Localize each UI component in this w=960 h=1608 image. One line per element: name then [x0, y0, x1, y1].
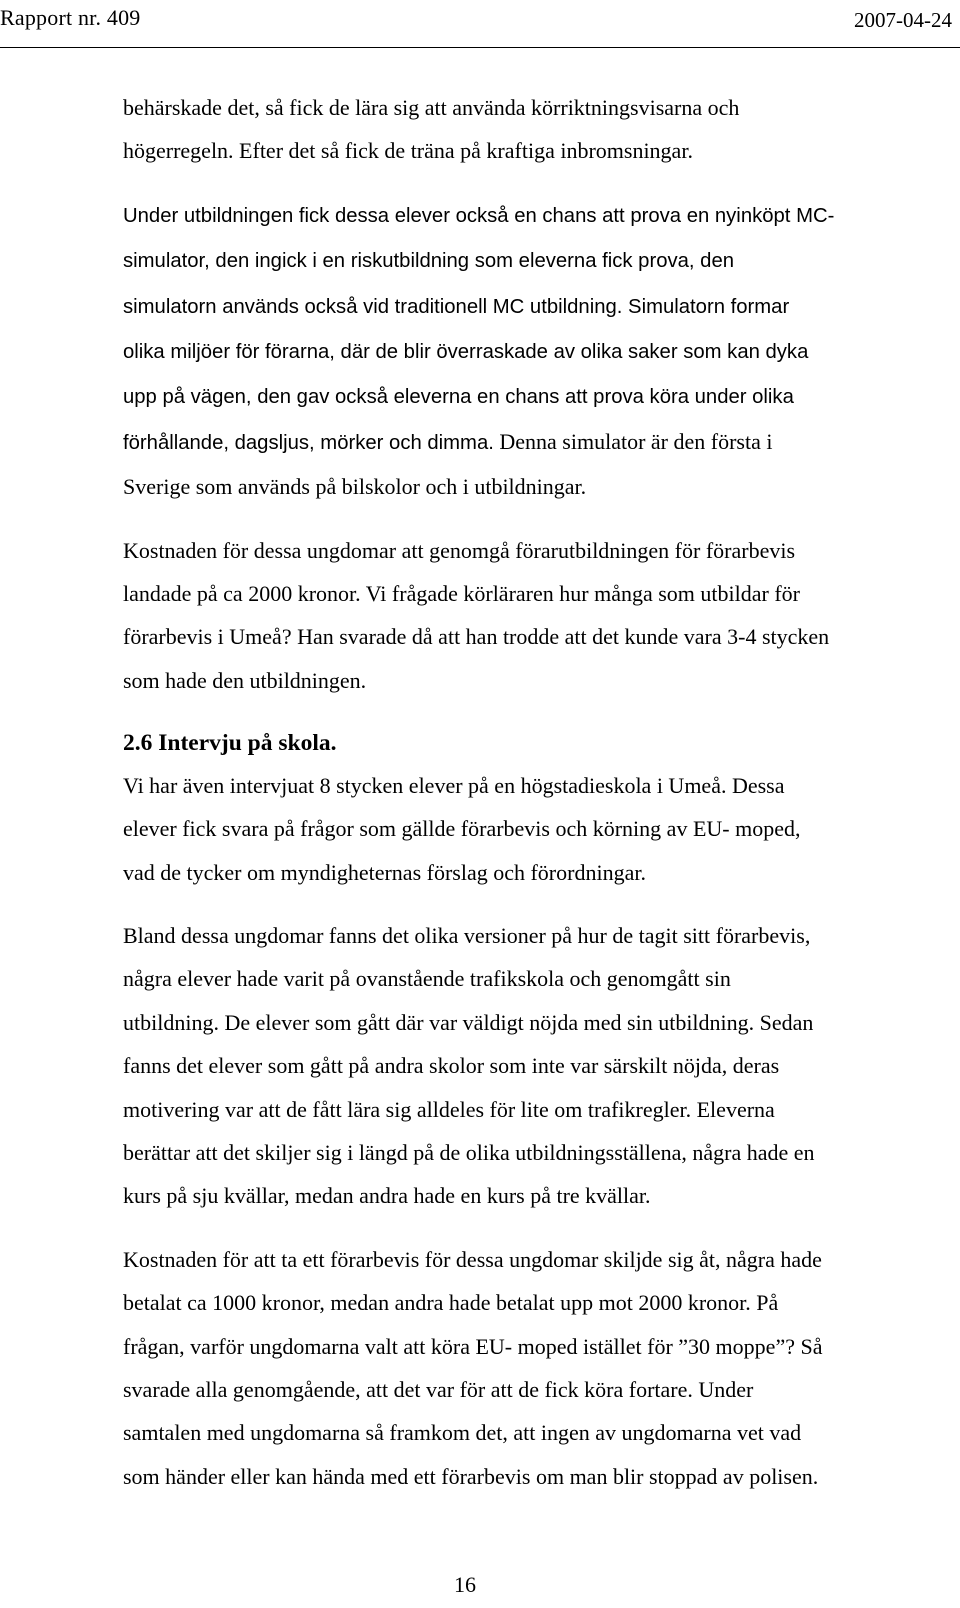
paragraph-4: [123, 764, 923, 894]
text-line: Bland dessa ungdomar fanns det olika versioner på hur de tagit sitt förarbevis,: [123, 922, 811, 948]
text-line: Kostnaden för att ta ett förarbevis för dessa ungdomar skiljde sig åt, några hade: [123, 1246, 822, 1272]
text-line: samtalen med ungdomarna så framkom det, att ingen av ungdomarna vet vad: [123, 1420, 802, 1446]
text-line: elever fick svara på frågor som gällde förarbevis och körning av EU- moped,: [123, 816, 801, 842]
text-line: Sverige som används på bilskolor och i utbildningar.: [123, 474, 587, 500]
text-line: [123, 238, 923, 283]
text-line: som hade den utbildningen.: [123, 667, 367, 693]
section-heading: 2.6 Intervju på skola.: [123, 730, 337, 757]
text-run-sans: upp på vägen, den gav också eleverna en chans att prova köra under olika: [123, 386, 794, 409]
text-run-sans: simulator, den ingick i en riskutbildning som eleverna fick prova, den: [123, 250, 735, 273]
text-line: svarade alla genomgående, att det var för att de fick köra fortare. Under: [123, 1376, 754, 1402]
paragraph-6: [123, 1238, 923, 1498]
text-run-sans: Under utbildningen fick dessa elever också en chans att prova en nyinköpt MC-: [123, 204, 835, 227]
text-line: vad de tycker om myndigheternas förslag och förordningar.: [123, 859, 646, 885]
text-line: betalat ca 1000 kronor, medan andra hade betalat upp mot 2000 kronor. På: [123, 1290, 779, 1316]
page-header: [0, 0, 960, 48]
text-line: högerregeln. Efter det så fick de träna på kraftiga inbromsningar.: [123, 138, 693, 164]
text-run-sans: förhållande, dagsljus, mörker och dimma.: [123, 431, 494, 454]
text-line: landade på ca 2000 kronor. Vi frågade körläraren hur många som utbildar för: [123, 581, 800, 607]
paragraph-5: [123, 914, 923, 1218]
text-line: fanns det elever som gått på andra skolor som inte var särskilt nöjda, deras: [123, 1053, 780, 1079]
report-date: 2007-04-24: [854, 8, 952, 32]
text-run-sans: Simulatorn formar: [622, 295, 790, 318]
paragraph-2: [123, 193, 923, 509]
text-run-sans: olika miljöer för förarna, där de blir överraskade av olika saker som kan dyka: [123, 341, 809, 364]
text-line: motivering var att de fått lära sig alldeles för lite om trafikregler. Eleverna: [123, 1096, 775, 1122]
text-run-serif: Denna simulator är den första i: [499, 428, 773, 454]
text-run-sans: simulatorn används också vid traditionell MC utbildning.: [123, 295, 623, 318]
text-line: Vi har även intervjuat 8 stycken elever på en högstadieskola i Umeå. Dessa: [123, 772, 785, 798]
text-line: [123, 284, 923, 329]
paragraph-1: [123, 86, 923, 173]
text-line: som händer eller kan hända med ett förarbevis om man blir stoppad av polisen.: [123, 1463, 819, 1489]
text-line: berättar att det skiljer sig i längd på de olika utbildningsställena, några hade en: [123, 1139, 815, 1165]
report-number: Rapport nr. 409: [0, 5, 141, 30]
document-body: [123, 86, 923, 1518]
text-line: frågan, varför ungdomarna valt att köra EU- moped istället för ”30 moppe”? Så: [123, 1333, 823, 1359]
text-line: några elever hade varit på ovanstående trafikskola och genomgått sin: [123, 966, 731, 992]
text-line: [123, 329, 923, 374]
page-number: 16: [454, 1572, 476, 1597]
text-line: förarbevis i Umeå? Han svarade då att han trodde att det kunde vara 3-4 stycken: [123, 624, 830, 650]
text-line: Kostnaden för dessa ungdomar att genomgå förarutbildningen för förarbevis: [123, 537, 796, 563]
text-line: kurs på sju kvällar, medan andra hade en kurs på tre kvällar.: [123, 1183, 651, 1209]
text-line: utbildning. De elever som gått där var väldigt nöjda med sin utbildning. Sedan: [123, 1009, 814, 1035]
text-line: [123, 193, 923, 238]
text-line: [123, 420, 923, 465]
paragraph-3: [123, 529, 923, 703]
text-line: [123, 374, 923, 419]
text-line: behärskade det, så fick de lära sig att använda körriktningsvisarna och: [123, 95, 740, 120]
